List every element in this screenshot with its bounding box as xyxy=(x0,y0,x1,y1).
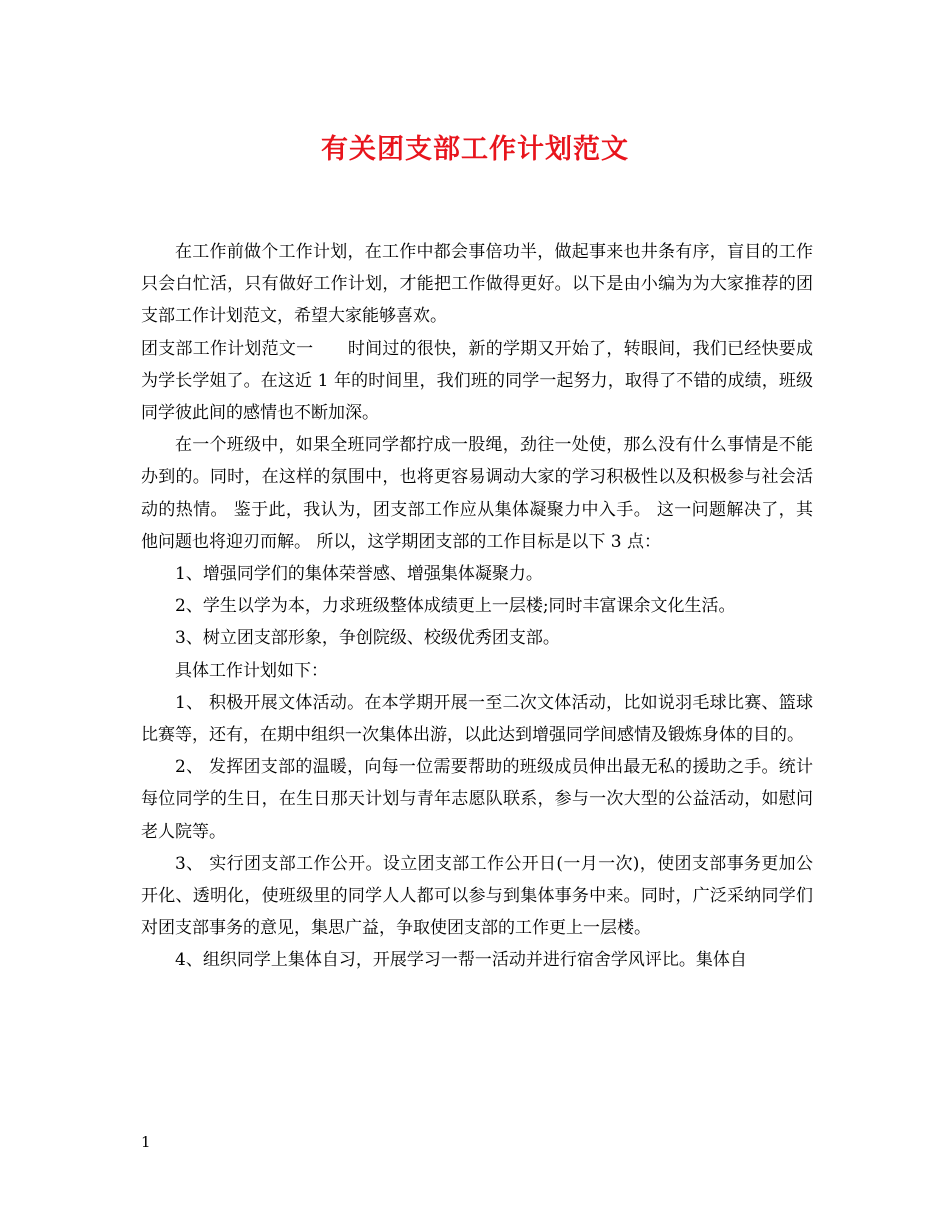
paragraph-intro: 在工作前做个工作计划，在工作中都会事倍功半，做起事来也井条有序，盲目的工作只会白忙活，只有做好工作计划，才能把工作做得更好。以下是由小编为为大家推荐的团支部工作计划范文，希望大家能够喜欢。 xyxy=(141,242,813,327)
plan-item-3: 3、 实行团支部工作公开。设立团支部工作公开日(一月一次)，使团支部事务更加公开化、透明化，使班级里的同学人人都可以参与到集体事务中来。同时，广泛采纳同学们对团支部事务的意见，集思广益，争取使团支部的工作更上一层楼。 xyxy=(141,853,813,939)
plan-item-2: 2、 发挥团支部的温暖，向每一位需要帮助的班级成员伸出最无私的援助之手。统计每位同学的生日，在生日那天计划与青年志愿队联系，参与一次大型的公益活动，如慰问老人院等。 xyxy=(141,757,813,842)
plan-heading: 具体工作计划如下： xyxy=(175,660,328,681)
document-title: 有关团支部工作计划范文 xyxy=(321,134,629,165)
goal-item-1: 1、增强同学们的集体荣誉感、增强集体凝聚力。 xyxy=(175,564,543,585)
paragraph-class-unity: 在一个班级中，如果全班同学都拧成一股绳，劲往一处使，那么没有什么事情是不能办到的。同时，在这样的氛围中，也将更容易调动大家的学习积极性以及积极参与社会活动的热情。 鉴于此，我认为，团支部工作应从集体凝聚力中入手。 这一问题解决了，其他问题也将迎刃而解。 所以，这学期团支部的工作目标是以下 3 点： xyxy=(141,435,813,552)
goal-item-3: 3、树立团支部形象，争创院级、校级优秀团支部。 xyxy=(175,628,560,649)
plan-item-4: 4、组织同学上集体自习，开展学习一帮一活动并进行宿舍学风评比。集体自 xyxy=(175,950,747,971)
document-body xyxy=(141,236,813,977)
page-number: 1 xyxy=(141,1133,151,1151)
goal-item-2: 2、学生以学为本，力求班级整体成绩更上一层楼;同时丰富课余文化生活。 xyxy=(175,596,736,617)
paragraph-sample-one: 团支部工作计划范文一 时间过的很快，新的学期又开始了，转眼间，我们已经快要成为学长学姐了。在这近 1 年的时间里，我们班的同学一起努力，取得了不错的成绩，班级同学彼此间的感情也不断加深。 xyxy=(141,338,813,424)
plan-item-1: 1、 积极开展文体活动。在本学期开展一至二次文体活动，比如说羽毛球比赛、篮球比赛等，还有，在期中组织一次集体出游，以此达到增强同学间感情及锻炼身体的目的。 xyxy=(141,692,813,746)
